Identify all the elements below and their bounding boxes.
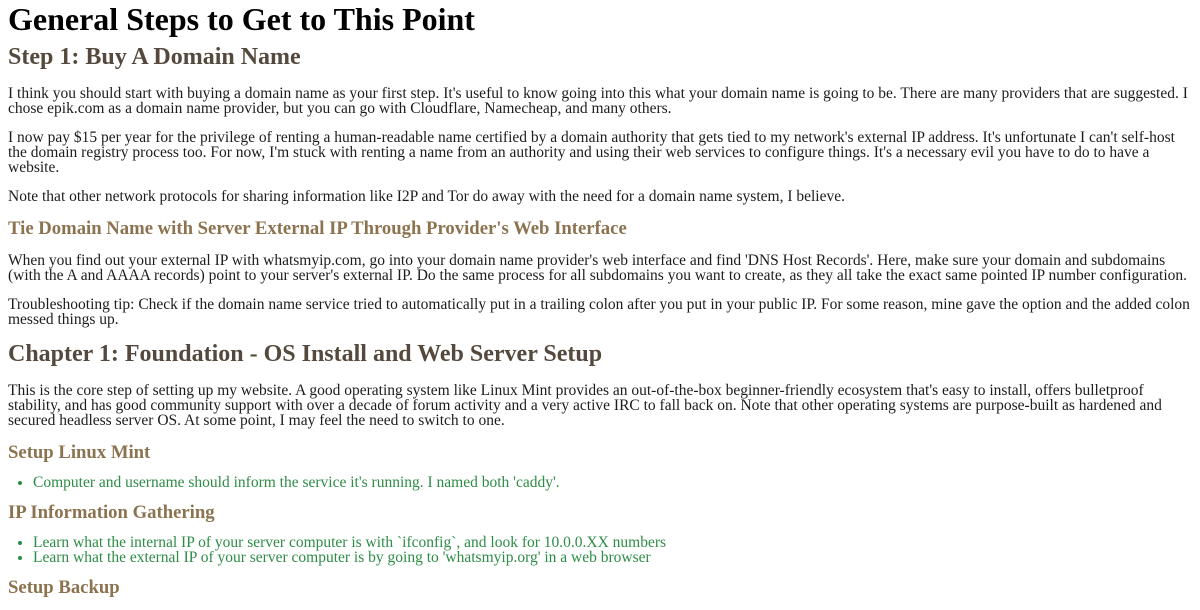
article-content <box>8 2 1192 598</box>
subsection-heading-tie-domain: Tie Domain Name with Server External IP Through Provider's Web Interface <box>8 218 627 239</box>
subsection-heading-setup-backup: Setup Backup <box>8 577 120 598</box>
list-item-external-ip: • Learn what the external IP of your server computer is by going to 'whatsmyip.org' in a web browser <box>33 550 1192 565</box>
paragraph-dns-records: When you find out your external IP with whatsmyip.com, go into your domain name provider's web interface and find 'DNS Host Records'. Here, make sure your domain and subdomains (with the A and AAAA records) point to your server's external IP. Do the same process for all subdomains you want to create, as they all take the exact same pointed IP number configuration. <box>8 252 1188 284</box>
paragraph-domain-intro: I think you should start with buying a domain name as your first step. It's useful to know going into this what your domain name is going to be. There are many providers that are suggested. I chose epik.com as a domain name provider, but you can go with Cloudflare, Namecheap, and many others. <box>8 85 1188 117</box>
section-heading-chapter1: Chapter 1: Foundation - OS Install and Web Server Setup <box>8 341 603 367</box>
paragraph-domain-cost: I now pay $15 per year for the privilege of renting a human-readable name certified by a domain authority that gets tied to my network's external IP address. It's unfortunate I can't self-host the domain registry process too. For now, I'm stuck with renting a name from an authority and using their web services to configure things. It's a necessary evil you have to do to have a website. <box>8 129 1175 176</box>
section-heading-step1: Step 1: Buy A Domain Name <box>8 44 301 70</box>
bullet-list-linux-mint <box>8 475 1192 490</box>
list-item-internal-ip: • Learn what the internal IP of your server computer is with `ifconfig`, and look for 10.0.0.XX numbers <box>33 535 1192 550</box>
list-item-naming: • Computer and username should inform the service it's running. I named both 'caddy'. <box>33 475 1192 490</box>
paragraph-os-install: This is the core step of setting up my website. A good operating system like Linux Mint provides an out-of-the-box beginner-friendly ecosystem that's easy to install, offers bulletproof stability, and has good community support with over a decade of forum activity and a very active IRC to fall back on. Note that other operating systems are purpose-built as hardened and secured headless server OS. At some point, I may feel the need to switch to one. <box>8 382 1162 429</box>
subsection-heading-setup-linux-mint: Setup Linux Mint <box>8 442 151 463</box>
paragraph-protocols-note: Note that other network protocols for sharing information like I2P and Tor do away with the need for a domain name system, I believe. <box>8 188 845 205</box>
paragraph-troubleshooting-tip: Troubleshooting tip: Check if the domain name service tried to automatically put in a trailing colon after you put in your public IP. For some reason, mine gave the option and the added colon messed things up. <box>8 296 1190 328</box>
subsection-heading-ip-gathering: IP Information Gathering <box>8 502 215 523</box>
bullet-list-ip-gathering <box>8 535 1192 565</box>
page-title: General Steps to Get to This Point <box>8 1 475 37</box>
